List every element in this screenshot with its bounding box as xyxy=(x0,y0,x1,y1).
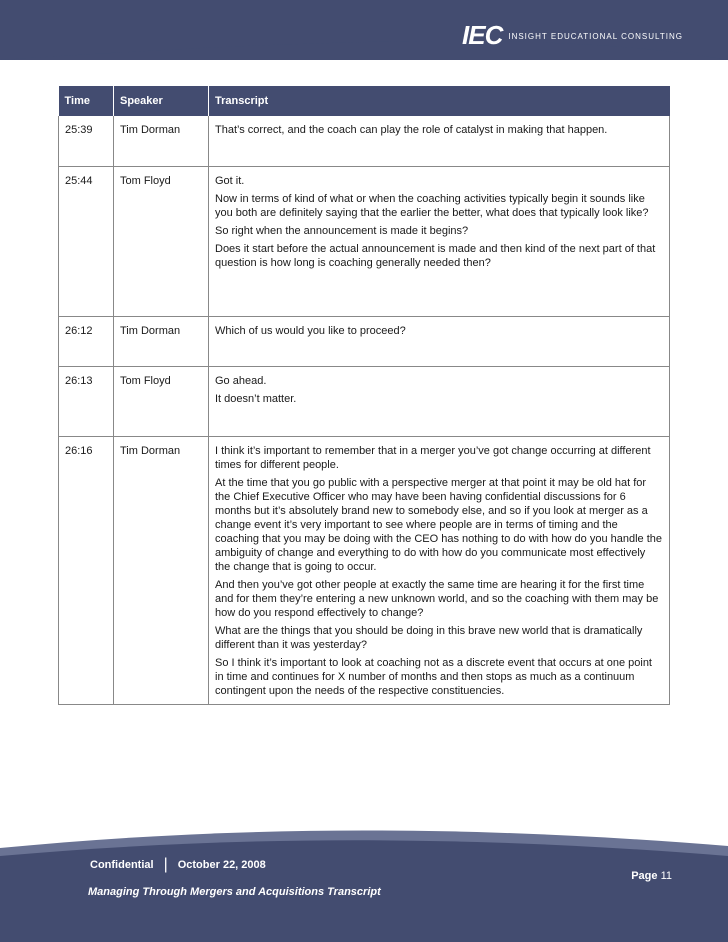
transcript-paragraph: Go ahead. xyxy=(215,374,267,387)
table-header-row xyxy=(59,86,670,116)
row-speaker: Tom Floyd xyxy=(114,166,209,316)
footer-meta xyxy=(90,858,266,872)
page-label: Page xyxy=(631,870,658,882)
row-transcript xyxy=(209,436,670,704)
row-speaker: Tim Dorman xyxy=(114,316,209,366)
table-row xyxy=(59,116,670,166)
header-speaker: Speaker xyxy=(114,86,209,116)
row-time: 26:12 xyxy=(59,316,114,366)
row-transcript xyxy=(209,316,670,366)
row-time: 25:39 xyxy=(59,116,114,166)
document-date: October 22, 2008 xyxy=(177,859,266,871)
table-row xyxy=(59,166,670,316)
row-time: 25:44 xyxy=(59,166,114,316)
row-time: 26:13 xyxy=(59,366,114,436)
page-number-value: 11 xyxy=(660,870,672,882)
row-speaker: Tim Dorman xyxy=(114,116,209,166)
row-time: 26:16 xyxy=(59,436,114,704)
company-logo xyxy=(462,22,683,48)
row-speaker: Tom Floyd xyxy=(114,366,209,436)
table-row xyxy=(59,316,670,366)
header-time: Time xyxy=(59,86,114,116)
header-band xyxy=(0,0,728,60)
logo-mark: IEC xyxy=(462,20,503,50)
transcript-table xyxy=(58,86,670,705)
transcript-paragraph: Now in terms of kind of what or when the coaching activities typically begin it sounds like you both are definitely saying that the earlier the better, what does that typically look like? xyxy=(215,192,649,219)
transcript-paragraph: And then you’ve got other people at exactly the same time are hearing it for the first time and for them they’re entering a new unknown world, and so the coaching with them may be how do you respond effectively to change? xyxy=(215,578,659,619)
transcript-table-wrap xyxy=(58,86,670,705)
transcript-paragraph: So I think it’s important to look at coaching not as a discrete event that occurs at one point in time and continues for X number of months and then stops as much as a continuum contingent upon the needs of the respective constituencies. xyxy=(215,656,652,697)
transcript-paragraph: It doesn’t matter. xyxy=(215,392,297,405)
table-row xyxy=(59,436,670,704)
table-row xyxy=(59,366,670,436)
transcript-paragraph: Which of us would you like to proceed? xyxy=(215,324,406,337)
transcript-paragraph: That’s correct, and the coach can play the role of catalyst in making that happen. xyxy=(215,124,608,136)
document-title: Managing Through Mergers and Acquisitions Transcript xyxy=(88,886,381,898)
logo-text: INSIGHT EDUCATIONAL CONSULTING xyxy=(508,32,683,41)
row-transcript xyxy=(209,116,670,166)
footer-separator: | xyxy=(163,856,168,873)
header-transcript: Transcript xyxy=(209,86,670,116)
row-transcript xyxy=(209,366,670,436)
transcript-paragraph: So right when the announcement is made it begins? xyxy=(215,224,469,237)
transcript-paragraph: Does it start before the actual announcement is made and then kind of the next part of that question is how long is coaching generally needed then? xyxy=(215,242,656,269)
page-number xyxy=(631,870,672,882)
transcript-paragraph: Got it. xyxy=(215,174,245,187)
confidential-label: Confidential xyxy=(90,859,154,871)
transcript-paragraph: I think it’s important to remember that in a merger you’ve got change occurring at different times for different people. xyxy=(215,444,651,471)
row-speaker: Tim Dorman xyxy=(114,436,209,704)
transcript-paragraph: What are the things that you should be doing in this brave new world that is dramatically different than it was yesterday? xyxy=(215,624,643,651)
transcript-paragraph: At the time that you go public with a perspective merger at that point it may be old hat for the Chief Executive Officer who may have been having confidential discussions for 6 months but it’s absolutely brand new to somebody else, and so if you look at merger as a change event it’s very important to see where people are in terms of timing and the coaching that you may be doing with the CEO has nothing to do with how do you handle the ambiguity of change and everything to do with how do you communicate most effectively the change that is going to occur. xyxy=(215,476,663,573)
row-transcript xyxy=(209,166,670,316)
